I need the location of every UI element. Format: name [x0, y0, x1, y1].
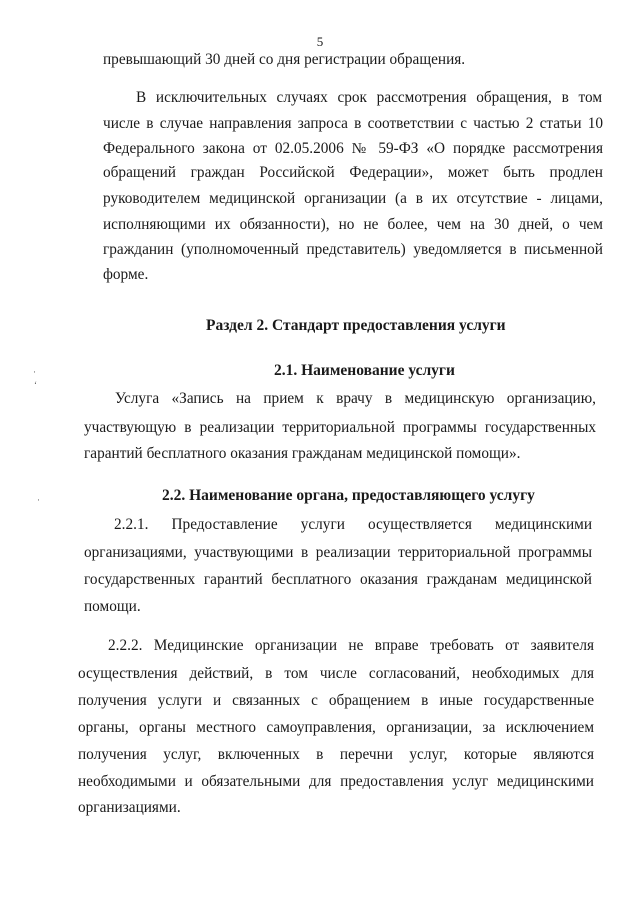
paragraph-line: необходимыми и обязательными для предоставления услуг медицинскими: [78, 773, 594, 790]
paragraph-line: В исключительных случаях срок рассмотрения обращения, в том: [136, 89, 602, 106]
paragraph-line: исполняющими их обязанности), но не более, чем на 30 дней, о чем: [103, 216, 603, 233]
paragraph-line: органы, органы местного самоуправления, организации, за исключением: [78, 719, 594, 736]
paragraph-line: Федерального закона от 02.05.2006 № 59-ФЗ «О порядке рассмотрения: [103, 140, 603, 157]
subsection-heading: 2.1. Наименование услуги: [274, 362, 455, 379]
paragraph-line: осуществления действий, в том числе согласований, необходимых для: [78, 665, 594, 682]
paragraph-line: 2.2.2. Медицинские организации не вправе требовать от заявителя: [108, 637, 594, 654]
subsection-heading: 2.2. Наименование органа, предоставляющего услугу: [162, 487, 535, 504]
paragraph-line: 2.2.1. Предоставление услуги осуществляется медицинскими: [114, 516, 592, 533]
paragraph-line: обращений граждан Российской Федерации», может быть продлен: [103, 164, 603, 181]
paragraph-line: гражданин (уполномоченный представитель) уведомляется в письменной: [103, 241, 603, 258]
paragraph-line: форме.: [103, 266, 149, 283]
paragraph-line: получения услуг, включенных в перечни услуг, которые являются: [78, 746, 594, 763]
paragraph-line: гарантий бесплатного оказания гражданам медицинской помощи».: [84, 445, 521, 462]
paragraph-line: государственных гарантий бесплатного оказания гражданам медицинской: [84, 571, 592, 588]
paragraph-line: получения услуги и связанных с обращением в иные государственные: [78, 692, 594, 709]
paragraph-line: числе в случае направления запроса в соответствии с частью 2 статьи 10: [103, 115, 603, 132]
scan-mark: ·: [37, 495, 40, 505]
paragraph-line: участвующую в реализации территориальной программы государственных: [84, 419, 596, 436]
scan-mark: ‘: [34, 380, 37, 390]
paragraph-line: помощи.: [84, 598, 141, 615]
page-number: 5: [316, 34, 324, 49]
paragraph-line: превышающий 30 дней со дня регистрации обращения.: [103, 51, 466, 68]
paragraph-line: организациями.: [78, 799, 181, 816]
paragraph-line: организациями, участвующими в реализации территориальной программы: [84, 544, 592, 561]
paragraph-line: руководителем медицинской организации (а в их отсутствие - лицами,: [103, 190, 603, 207]
scan-mark: ·: [33, 367, 36, 377]
paragraph-line: Услуга «Запись на прием к врачу в медицинскую организацию,: [115, 390, 596, 407]
section-heading: Раздел 2. Стандарт предоставления услуги: [206, 317, 506, 334]
